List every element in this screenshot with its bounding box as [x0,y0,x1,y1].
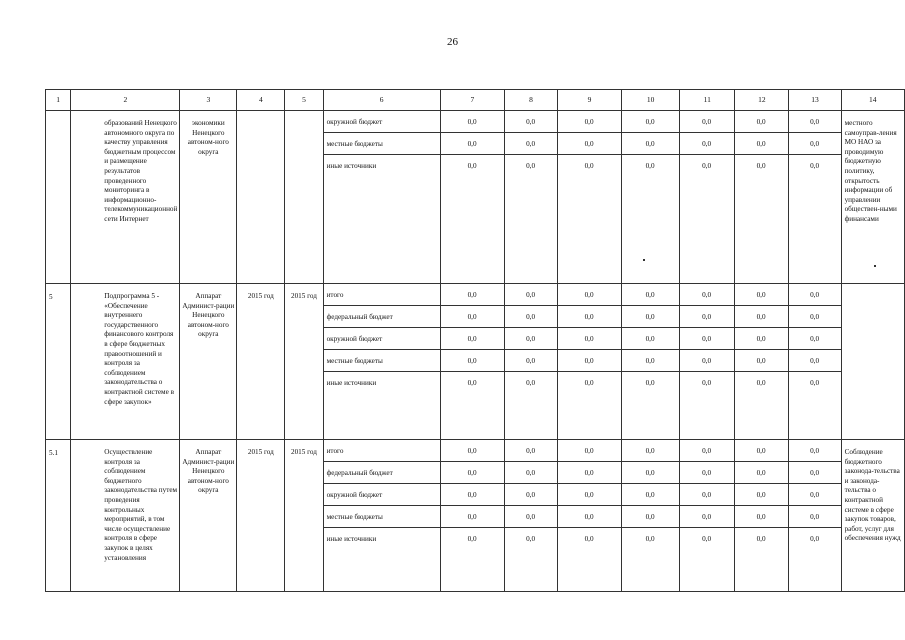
funding-source-label: иные источники [324,155,441,283]
end-year: 2015 год [285,284,323,440]
funding-value: 0,0 [810,513,820,521]
funding-value: 0,0 [505,484,558,505]
scan-speck [643,259,645,261]
funding-value: 0,0 [441,484,505,505]
funding-value: 0,0 [622,306,680,327]
funding-value: 0,0 [558,111,622,132]
funding-value: 0,0 [505,306,558,327]
header-cell: 4 [237,90,285,111]
funding-value: 0,0 [735,350,789,371]
funding-value: 0,0 [441,372,505,439]
funding-value: 0,0 [622,155,680,283]
funding-value: 0,0 [810,335,820,343]
funding-value: 0,0 [735,506,789,527]
funding-value: 0,0 [558,306,622,327]
funding-block [323,284,841,440]
funding-value: 0,0 [680,133,735,154]
start-year [237,111,285,284]
executor: Аппарат Админист-рации Ненецкого автоном-ного округа [180,440,237,592]
funding-source-label: иные источники [324,528,441,591]
header-cell: 6 [323,90,440,111]
funding-value: 0,0 [810,357,820,365]
funding-value: 0,0 [441,528,505,591]
funding-value: 0,0 [735,306,789,327]
funding-value: 0,0 [441,506,505,527]
funding-value: 0,0 [680,306,735,327]
funding-value: 0,0 [810,469,820,477]
funding-value: 0,0 [735,440,789,461]
page-number: 26 [447,36,458,48]
row-number: 5 [46,284,71,440]
table-row [46,440,905,592]
funding-value: 0,0 [680,506,735,527]
funding-block [323,111,841,284]
funding-value: 0,0 [680,284,735,305]
funding-value: 0,0 [680,440,735,461]
header-cell: 1 [46,90,71,111]
funding-value: 0,0 [505,372,558,439]
funding-value: 0,0 [680,155,735,283]
start-year: 2015 год [237,284,285,440]
measure-name: Осуществление контроля за соблюдением бюджетного законодательства путем проведения контрольных мероприятий, в том числе осуществление контроля в сфере закупок в целях установления [71,440,180,592]
expected-result: местного самоуправ-ления МО НАО за проводимую бюджетную политику, открытость информации об управлении обществен-ными финансами [841,111,904,284]
funding-value: 0,0 [622,528,680,591]
funding-value: 0,0 [810,118,820,126]
funding-value: 0,0 [622,440,680,461]
funding-value: 0,0 [441,440,505,461]
funding-value: 0,0 [622,133,680,154]
funding-value: 0,0 [505,506,558,527]
funding-source-label: федеральный бюджет [324,462,441,483]
funding-value: 0,0 [505,350,558,371]
funding-source-row [324,133,841,155]
funding-value: 0,0 [680,484,735,505]
header-cell: 12 [735,90,789,111]
funding-value: 0,0 [735,484,789,505]
funding-source-label: иные источники [324,372,441,439]
header-cell: 11 [680,90,735,111]
funding-value: 0,0 [441,155,505,283]
table-row [46,111,905,284]
executor: экономики Ненецкого автоном-ного округа [180,111,237,284]
header-cell: 10 [622,90,680,111]
row-number [46,111,71,284]
funding-value: 0,0 [622,372,680,439]
funding-source-row [324,155,841,283]
budget-table [45,89,905,592]
funding-value: 0,0 [505,133,558,154]
funding-source-row [324,506,841,528]
funding-source-label: итого [324,440,441,461]
funding-value: 0,0 [441,462,505,483]
funding-value: 0,0 [680,111,735,132]
funding-value: 0,0 [622,350,680,371]
funding-value: 0,0 [558,506,622,527]
funding-value: 0,0 [810,162,820,170]
funding-value: 0,0 [505,462,558,483]
expected-result: Соблюдение бюджетного законода-тельства и законода-тельства о контрактной системе в сфере закупок товаров, работ, услуг для обеспечения нужд [841,440,904,592]
funding-source-row [324,440,841,462]
funding-source-row [324,111,841,133]
funding-value: 0,0 [441,284,505,305]
header-cell: 8 [504,90,557,111]
funding-value: 0,0 [505,284,558,305]
funding-value: 0,0 [680,328,735,349]
end-year [285,111,323,284]
funding-value: 0,0 [505,155,558,283]
funding-value: 0,0 [622,484,680,505]
funding-value: 0,0 [810,291,820,299]
header-cell: 5 [285,90,323,111]
funding-value: 0,0 [735,462,789,483]
funding-value: 0,0 [558,372,622,439]
funding-value: 0,0 [558,155,622,283]
funding-value: 0,0 [680,350,735,371]
funding-value: 0,0 [810,379,820,387]
funding-value: 0,0 [735,328,789,349]
scan-speck [874,265,876,267]
row-number: 5.1 [46,440,71,592]
funding-value: 0,0 [558,462,622,483]
funding-value: 0,0 [505,528,558,591]
header-cell: 3 [180,90,237,111]
measure-name: образований Ненецкого автономного округа по качеству управления бюджетным процессом и размещение результатов проведенного мониторинга в информационно-телекоммуникационной сети Интернет [71,111,180,284]
funding-value: 0,0 [810,491,820,499]
funding-source-label: местные бюджеты [324,506,441,527]
funding-value: 0,0 [680,462,735,483]
funding-value: 0,0 [810,447,820,455]
funding-value: 0,0 [810,535,820,543]
funding-value: 0,0 [735,111,789,132]
funding-value: 0,0 [558,133,622,154]
funding-value: 0,0 [441,306,505,327]
funding-source-label: местные бюджеты [324,133,441,154]
funding-source-row [324,284,841,306]
header-row [46,90,905,111]
funding-value: 0,0 [622,284,680,305]
funding-value: 0,0 [622,506,680,527]
funding-value: 0,0 [810,140,820,148]
funding-value: 0,0 [735,284,789,305]
header-cell: 9 [557,90,621,111]
funding-source-label: окружной бюджет [324,111,441,132]
funding-value: 0,0 [680,372,735,439]
funding-value: 0,0 [622,111,680,132]
funding-source-label: окружной бюджет [324,484,441,505]
funding-value: 0,0 [558,484,622,505]
funding-value: 0,0 [735,528,789,591]
funding-source-row [324,372,841,439]
funding-value: 0,0 [622,328,680,349]
funding-value: 0,0 [441,328,505,349]
expected-result [841,284,904,440]
funding-value: 0,0 [558,350,622,371]
funding-source-row [324,306,841,328]
funding-value: 0,0 [441,133,505,154]
header-cell: 13 [789,90,841,111]
header-cell: 14 [841,90,904,111]
funding-value: 0,0 [622,462,680,483]
funding-source-row [324,350,841,372]
funding-source-label: местные бюджеты [324,350,441,371]
table-row [46,284,905,440]
start-year: 2015 год [237,440,285,592]
funding-source-row [324,328,841,350]
funding-value: 0,0 [558,328,622,349]
funding-value: 0,0 [441,111,505,132]
funding-value: 0,0 [505,328,558,349]
funding-value: 0,0 [558,528,622,591]
funding-value: 0,0 [558,440,622,461]
funding-value: 0,0 [441,350,505,371]
funding-source-row [324,484,841,506]
funding-value: 0,0 [810,313,820,321]
executor: Аппарат Админист-рации Ненецкого автоном-ного округа [180,284,237,440]
measure-name: Подпрограмма 5 - «Обеспечение внутреннего государственного финансового контроля в сфере бюджетных правоотношений и контроля за соблюдением законодательства о контрактной системе в сфере закупок» [71,284,180,440]
funding-value: 0,0 [558,284,622,305]
funding-source-label: окружной бюджет [324,328,441,349]
end-year: 2015 год [285,440,323,592]
funding-source-label: федеральный бюджет [324,306,441,327]
header-cell: 2 [71,90,180,111]
funding-block [323,440,841,592]
funding-value: 0,0 [505,440,558,461]
funding-value: 0,0 [735,372,789,439]
funding-value: 0,0 [505,111,558,132]
funding-source-row [324,462,841,484]
funding-source-label: итого [324,284,441,305]
funding-value: 0,0 [735,155,789,283]
funding-value: 0,0 [735,133,789,154]
funding-value: 0,0 [680,528,735,591]
funding-source-row [324,528,841,591]
header-cell: 7 [440,90,504,111]
